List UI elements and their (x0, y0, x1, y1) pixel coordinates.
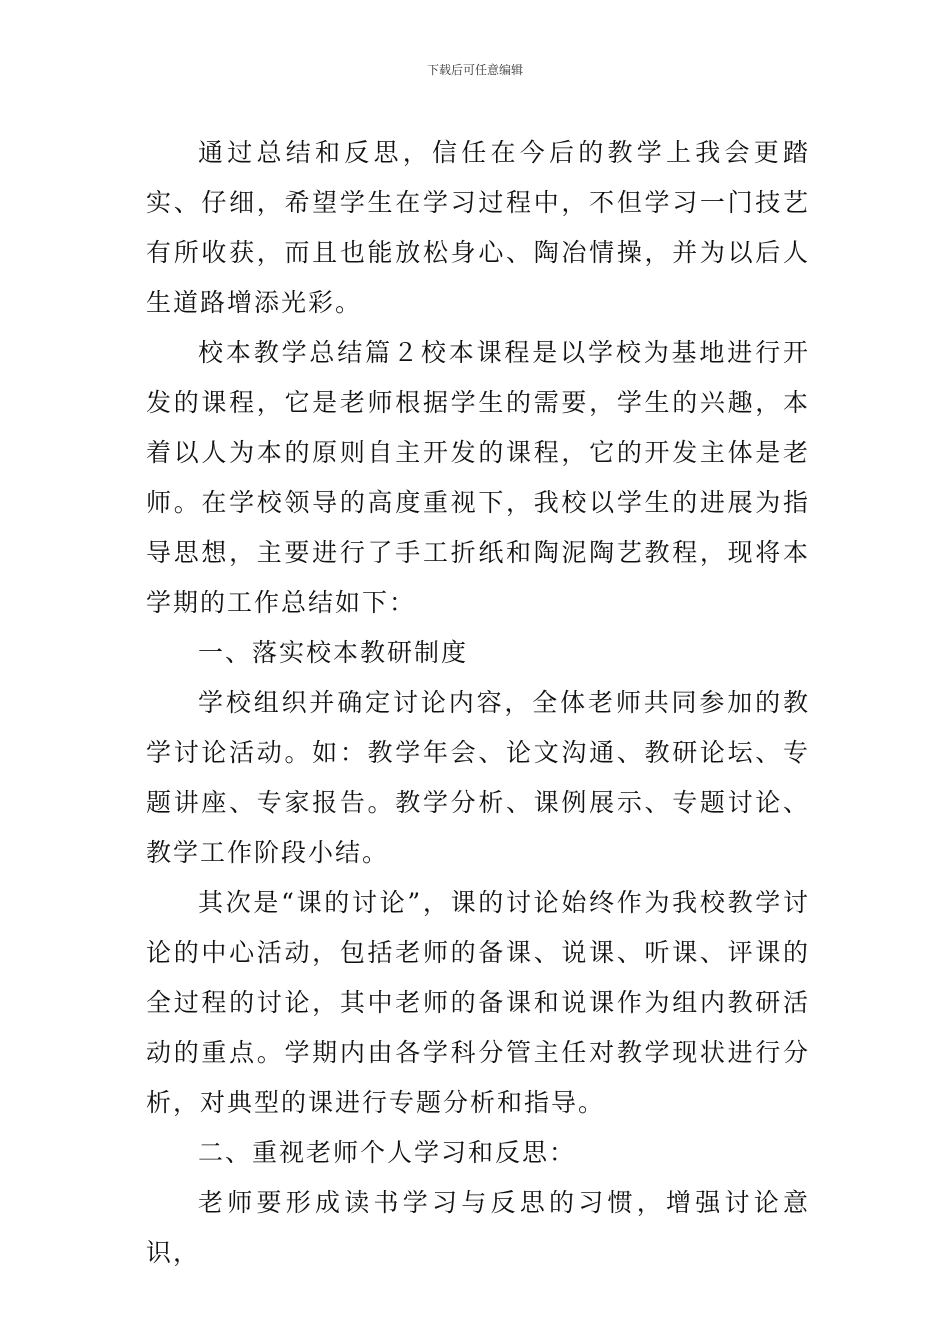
paragraph-teacher-study: 老师要形成读书学习与反思的习惯，增强讨论意识， (146, 1188, 810, 1267)
section-heading-1: 一、落实校本教研制度 (198, 638, 469, 667)
section-heading-2: 二、重视老师个人学习和反思： (198, 1138, 577, 1167)
paragraph-reflection: 通过总结和反思，信任在今后的教学上我会更踏实、仔细，希望学生在学习过程中，不但学习一门技艺有所收获，而且也能放松身心、陶冶情操，并为以后人生道路增添光彩。 (146, 138, 810, 317)
paragraph-summary-intro: 校本教学总结篇２校本课程是以学校为基地进行开发的课程，它是老师根据学生的需要，学生的兴趣，本着以人为本的原则自主开发的课程，它的开发主体是老师。在学校领导的高度重视下，我校以学生的进展为指导思想，主要进行了手工折纸和陶泥陶艺教程，现将本学期的工作总结如下： (146, 338, 810, 617)
document-body (146, 128, 810, 1278)
paragraph-lesson-discussion: 其次是“课的讨论”，课的讨论始终作为我校教学讨论的中心活动，包括老师的备课、说课、听课、评课的全过程的讨论，其中老师的备课和说课作为组内教研活动的重点。学期内由各学科分管主任对教学现状进行分析，对典型的课进行专题分析和指导。 (146, 888, 810, 1117)
paragraph-research-activities: 学校组织并确定讨论内容，全体老师共同参加的教学讨论活动。如：教学年会、论文沟通、教研论坛、专题讲座、专家报告。教学分析、课例展示、专题讨论、教学工作阶段小结。 (146, 688, 810, 867)
page-header: 下载后可任意编辑 (426, 63, 523, 77)
